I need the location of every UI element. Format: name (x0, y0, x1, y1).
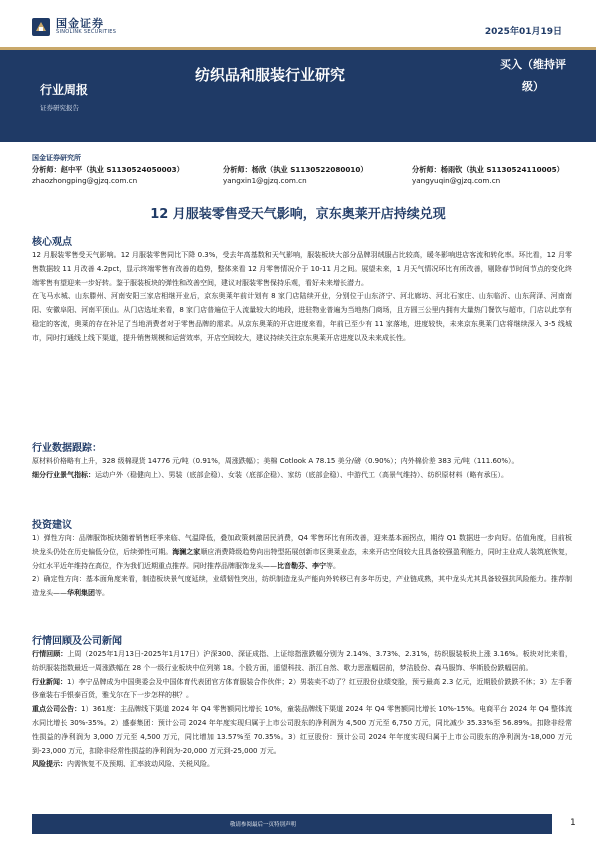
core-view-section (32, 236, 572, 346)
analyst-2 (223, 164, 412, 186)
logo-text-cn: 国金证券 (56, 17, 104, 30)
paragraph-text: 2）确定性方向：基本面角度来看，制造板块景气度延续，业绩韧性突出，纺织制造龙头产能向外转移已有多年历史，产业链成熟，其中龙头尤其具备较强抗风险能力。推荐制造龙头—— (32, 575, 572, 598)
paragraph: 在飞马水城、山东滕州、河南安阳三家店相继开业后，京东奥莱年前计划有 8 家门店陆续开业，分别位于山东济宁、河北廊坊、河北石家庄、山东临沂、山东菏泽、河南南阳、安徽阜阳、河南平顶山。从门店选址来看，8 家门店普遍位于人流量较大的地段，进驻物业普遍为当地热门商场，且方圆三公里内拥有大量热门餐饮与超市，门店以此享有稳定的客流，奥莱的存在补足了当地消费者对于零售品牌的需求。从京东奥莱的开店进度来看，年前已至少有 11 家落地，进度较快，未来京东奥莱门店将继续深入 3-5 线城市，同时打通线上线下渠道，提升销售规模和运营效率，开店空间较大，建议持续关注京东奥莱开店进度以及未来成长性。 (32, 292, 572, 342)
main-title: 12 月服装零售受天气影响，京东奥莱开店持续兑现 (150, 207, 446, 222)
paragraph (32, 469, 572, 483)
inline-label: 风险提示： (32, 760, 67, 769)
paragraph: 原材料价格略有上升，328 级棉现货 14776 元/吨（0.91%，周涨跌幅）；美棉 Cotlook A 78.15 美分/磅（0.90%）；内外棉价差 383 元/吨（111.60%）。 (32, 457, 519, 465)
paragraph (32, 573, 572, 601)
section-heading: 核心观点 (32, 237, 72, 248)
company-logo (32, 18, 116, 36)
inline-label: 细分行业景气指标： (32, 470, 95, 479)
inline-label: 行情回顾： (32, 650, 68, 658)
paragraph-text: 上周（2025年1月13日-2025年1月17日）沪深300、深证成指、上证综指涨跌幅分别为 2.14%、3.73%、2.31%，纺织服装板块上涨 3.16%。板块对比来看，纺织服装指数最近一周涨跌幅在 28 个一级行业板块中位列第 18。个股方面，遥望科技、浙江自然、歌力思涨幅居前，梦洁股份、森马服饰、华斯股份跌幅居前。 (32, 650, 572, 672)
page-number: 1 (570, 818, 576, 828)
paragraph-text: 1）李宁品牌成为中国奥委会及中国体育代表团官方体育服装合作伙伴；2）男装卖不动了？红豆股份业绩变脸，预亏最高 2.3 亿元，近期股价跌跌不休；3）左手奢侈童装右手银泰百货，雅戈尔在下一步怎样的棋？。 (32, 677, 573, 700)
highlight-text: 华利集团 (67, 589, 95, 598)
analyst-list (32, 164, 572, 186)
footer (0, 814, 596, 842)
analyst-name: 分析师：赵中平（执业 S1130524050003） (32, 165, 184, 174)
paragraph-text: 等。 (326, 561, 340, 570)
inline-label: 重点公司公告： (32, 705, 82, 714)
rating-line-2: 级） (522, 80, 544, 93)
paragraph (32, 676, 572, 704)
logo-text-en: SINOLINK SECURITIES (56, 29, 117, 35)
analyst-email[interactable]: yangxin1@gjzq.com.cn (223, 176, 307, 185)
tracking-section (32, 442, 572, 483)
banner-left (40, 82, 88, 112)
report-category: 行业周报 (40, 83, 89, 97)
paragraph-text: 内需恢复不及预期、汇率波动风险、关税风险。 (67, 760, 214, 769)
paragraph: 12 月服装零售受天气影响。12 月服装零售同比下降 0.3%，受去年高基数和天气影响，服装板块大部分品牌羽绒服占比较高，暖冬影响进店客流和转化率。环比看，12 月零售数据较 11 月改善 4.2pct，显示终端零售有改善的趋势，整体来看 12 月零售情况介于 10-11 月之间。展望未来，1 月天气情况环比有所改善，剔除春节时间节点的变化终端零售有望迎来一步好转。鉴于服装板块的弹性和改善空间，建议对服装零售保持乐观，看好未来增长潜力。 (32, 251, 572, 287)
paragraph (32, 703, 572, 758)
analyst-email[interactable]: yangyuqin@gjzq.com.cn (412, 176, 501, 185)
paragraph-text: 1）361度：主品牌线下渠道 2024 年 Q4 零售额同比增长 10%，童装品牌线下渠道 2024 年 Q4 零售额同比增长 10%-15%。电商平台 2024 年 Q4 整体流水同比增长 30%-35%。2）盛泰集团：预计公司 2024 年年度实现归属于上市公司股东的净利润为 4,500 万元至 6,750 万元，同比减少 35.33%至 56.89%。扣除非经常性损益的净利润为 3,000 万元至 4,500 万元，同比增加 13.57%至 70.35%。3）红豆股份：预计公司 2024 年年度实现归属于上市公司股东的净利润为-18,000 万元到-23,000 万元，扣除非经常性损益的净利润为-20,000 万元到-25,000 万元。 (32, 705, 573, 755)
highlight-text: 海澜之家 (172, 547, 201, 556)
research-org: 国金证券研究所 (32, 154, 81, 162)
market-section (32, 635, 572, 772)
sinolink-logo-icon (32, 18, 50, 36)
paragraph-text: 1）弹性方向：品牌服饰板块随着销售旺季来临、气温降低，叠加政策刺激居民消费，Q4 零售环比有所改善，迎来基本面拐点，期待 Q1 数据进一步向好。估值角度，目前板块龙头仍处在历史偏低分位，后续弹性可期。 (32, 534, 572, 556)
analyst-1 (32, 164, 223, 186)
rating-line-1: 买入（维持评 (500, 58, 566, 71)
inline-label: 行业新闻： (32, 677, 68, 686)
paragraph-text: 顺应消费降级趋势向出特型拓展创新市区奥莱业态，未来开店空间较大且具备较强盈利能力，同时主业成人装筑底恢复，分红水平近年维持在高位，作为我们近期重点推荐。同时推荐品牌服饰龙头—— (32, 547, 573, 570)
analyst-email[interactable]: zhaozhongping@gjzq.com.cn (32, 176, 138, 185)
section-heading: 行情回顾及公司新闻 (32, 636, 122, 647)
highlight-text: 比音勒芬、李宁 (277, 561, 326, 570)
industry-title: 纺织品和服装行业研究 (195, 66, 346, 84)
paragraph-text: 运动户外（稳健向上）、男装（底部企稳）、女装（底部企稳）、家纺（底部企稳）、中游代工（高景气维持）、纺织原材料（略有承压）。 (95, 470, 508, 479)
report-date: 2025年01月19日 (484, 27, 562, 37)
paragraph-text: 等。 (95, 589, 109, 598)
rating (488, 54, 578, 98)
section-heading: 投资建议 (32, 520, 72, 531)
paragraph (32, 648, 572, 676)
paragraph (32, 758, 572, 772)
investment-advice-section (32, 519, 572, 601)
section-heading: 行业数据跟踪： (32, 443, 102, 454)
paragraph (32, 532, 572, 573)
analyst-name: 分析师：杨欣（执业 S1130522080010） (223, 165, 368, 174)
analyst-name: 分析师：杨雨钦（执业 S1130524110005） (412, 165, 564, 174)
report-type: 证券研究报告 (40, 104, 79, 112)
disclaimer-note: 敬请参阅最后一页特别声明 (230, 822, 297, 828)
banner-stripe (0, 47, 596, 50)
analyst-3 (412, 164, 572, 186)
